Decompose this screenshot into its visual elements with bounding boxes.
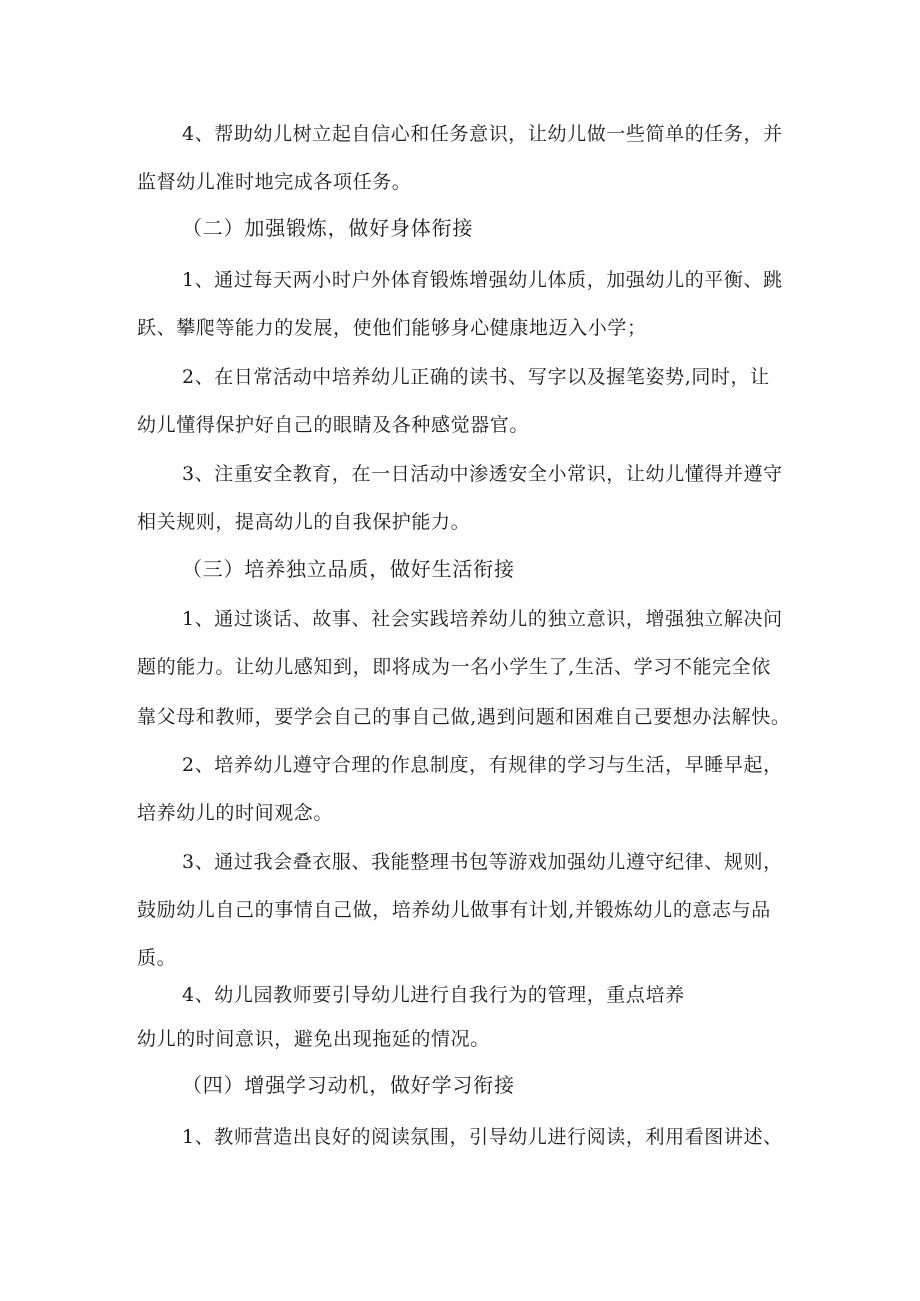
section-heading-3: （三）培养独立品质，做好生活衔接 [182,557,515,581]
life-item-2-line-1: 2、培养幼儿遵守合理的作息制度，有规律的学习与生活，早睡早起， [182,754,783,776]
item-1-line-1: 1、通过每天两小时户外体育锻炼增强幼儿体质，加强幼儿的平衡、跳 [182,269,783,291]
life-item-4-line-2: 幼儿的时间意识，避免出现拖延的情况。 [137,1028,490,1050]
life-item-1-line-1: 1、通过谈话、故事、社会实践培养幼儿的独立意识，增强独立解决问 [182,608,783,630]
section-heading-2: （二）加强锻炼，做好身体衔接 [182,216,474,240]
paragraph-4-line-2: 监督幼儿准时地完成各项任务。 [137,171,412,193]
paragraph-4-line-1: 4、帮助幼儿树立起自信心和任务意识，让幼儿做一些简单的任务，并 [182,123,783,145]
life-item-3-line-2: 鼓励幼儿自己的事情自己做，培养幼儿做事有计划,并锻炼幼儿的意志与品 [137,899,771,921]
item-2-line-1: 2、在日常活动中培养幼儿正确的读书、写字以及握笔姿势,同时，让 [182,366,770,388]
section-heading-4: （四）增强学习动机，做好学习衔接 [182,1073,515,1097]
item-3-line-2: 相关规则，提高幼儿的自我保护能力。 [137,511,471,533]
life-item-2-line-2: 培养幼儿的时间观念。 [137,802,334,824]
item-2-line-2: 幼儿懂得保护好自己的眼睛及各种感觉器官。 [137,414,530,436]
item-3-line-1: 3、注重安全教育，在一日活动中渗透安全小常识，让幼儿懂得并遵守 [182,463,783,485]
life-item-3-line-3: 质。 [137,947,177,969]
life-item-4-line-1: 4、幼儿园教师要引导幼儿进行自我行为的管理，重点培养 [182,984,685,1006]
life-item-1-line-2: 题的能力。让幼儿感知到，即将成为一名小学生了,生活、学习不能完全依 [137,656,771,678]
life-item-3-line-1: 3、通过我会叠衣服、我能整理书包等游戏加强幼儿遵守纪律、规则， [182,851,783,873]
item-1-line-2: 跃、攀爬等能力的发展，使他们能够身心健康地迈入小学； [137,317,647,339]
study-item-1-line-1: 1、教师营造出良好的阅读氛围，引导幼儿进行阅读，利用看图讲述、 [182,1126,783,1148]
life-item-1-line-3: 靠父母和教师，要学会自己的事自己做,遇到问题和困难自己要想办法解快。 [137,706,791,728]
